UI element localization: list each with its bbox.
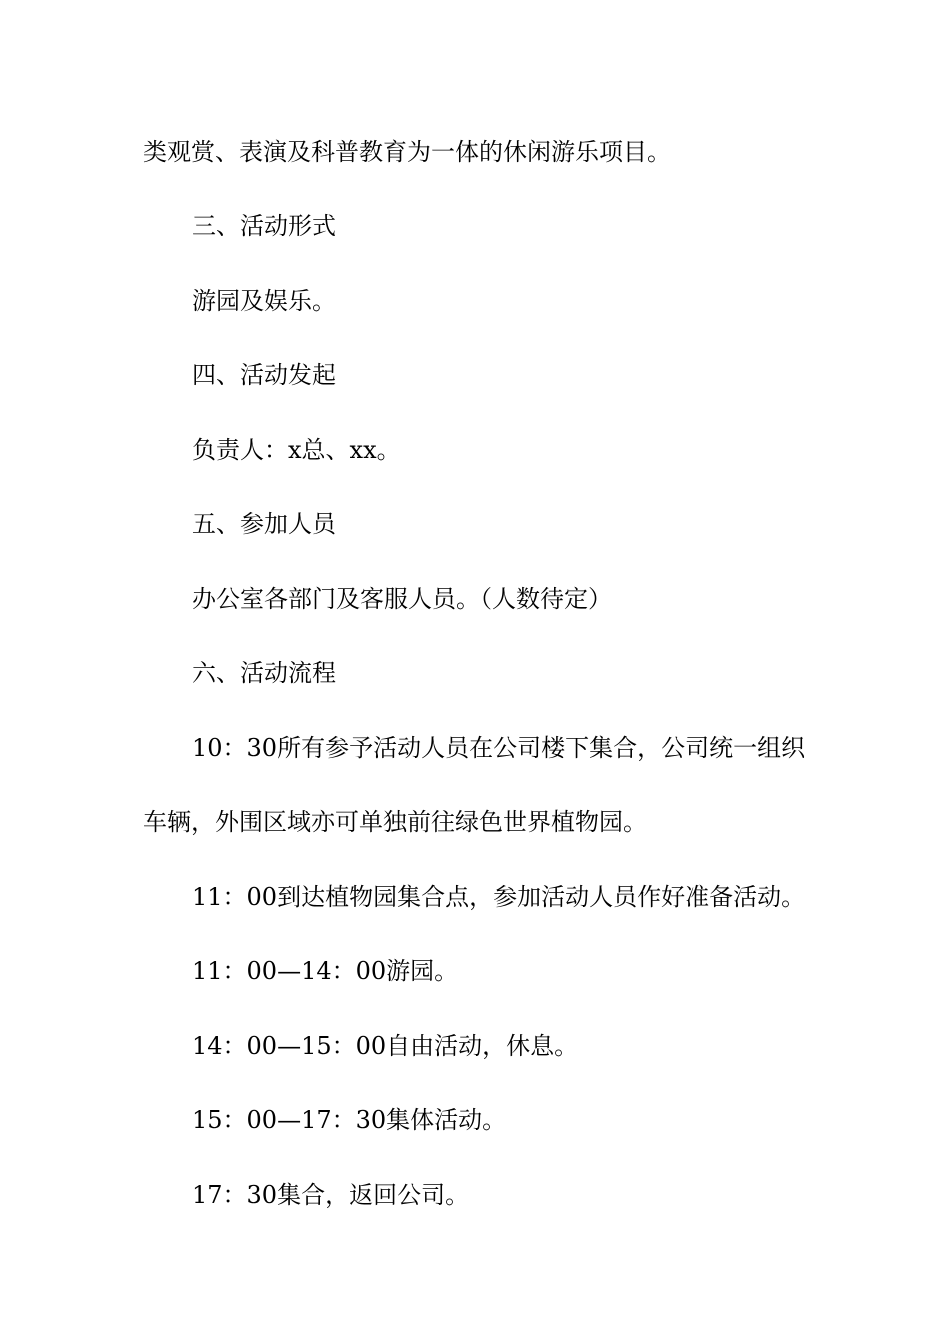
section-heading-participants: 五、参加人员 bbox=[192, 510, 336, 538]
paragraph-activity-form: 游园及娱乐。 bbox=[192, 287, 336, 315]
schedule-item-1100-1400: 11：00—14：00游园。 bbox=[192, 957, 459, 985]
section-heading-initiator: 四、活动发起 bbox=[192, 361, 336, 389]
schedule-item-1030-line2: 车辆，外围区域亦可单独前往绿色世界植物园。 bbox=[143, 808, 647, 836]
schedule-item-1730: 17：30集合，返回公司。 bbox=[192, 1181, 470, 1209]
paragraph-initiator: 负责人：x总、xx。 bbox=[192, 436, 401, 464]
section-heading-schedule: 六、活动流程 bbox=[192, 659, 336, 687]
schedule-item-1030-line1: 10：30所有参予活动人员在公司楼下集合，公司统一组织 bbox=[192, 734, 806, 762]
schedule-item-1400-1500: 14：00—15：00自由活动，休息。 bbox=[192, 1032, 579, 1060]
schedule-item-1100: 11：00到达植物园集合点，参加活动人员作好准备活动。 bbox=[192, 883, 806, 911]
paragraph-participants: 办公室各部门及客服人员。（人数待定） bbox=[192, 585, 612, 613]
section-heading-activity-form: 三、活动形式 bbox=[192, 212, 336, 240]
schedule-item-1500-1730: 15：00—17：30集体活动。 bbox=[192, 1106, 507, 1134]
paragraph-continuation: 类观赏、表演及科普教育为一体的休闲游乐项目。 bbox=[143, 138, 671, 166]
